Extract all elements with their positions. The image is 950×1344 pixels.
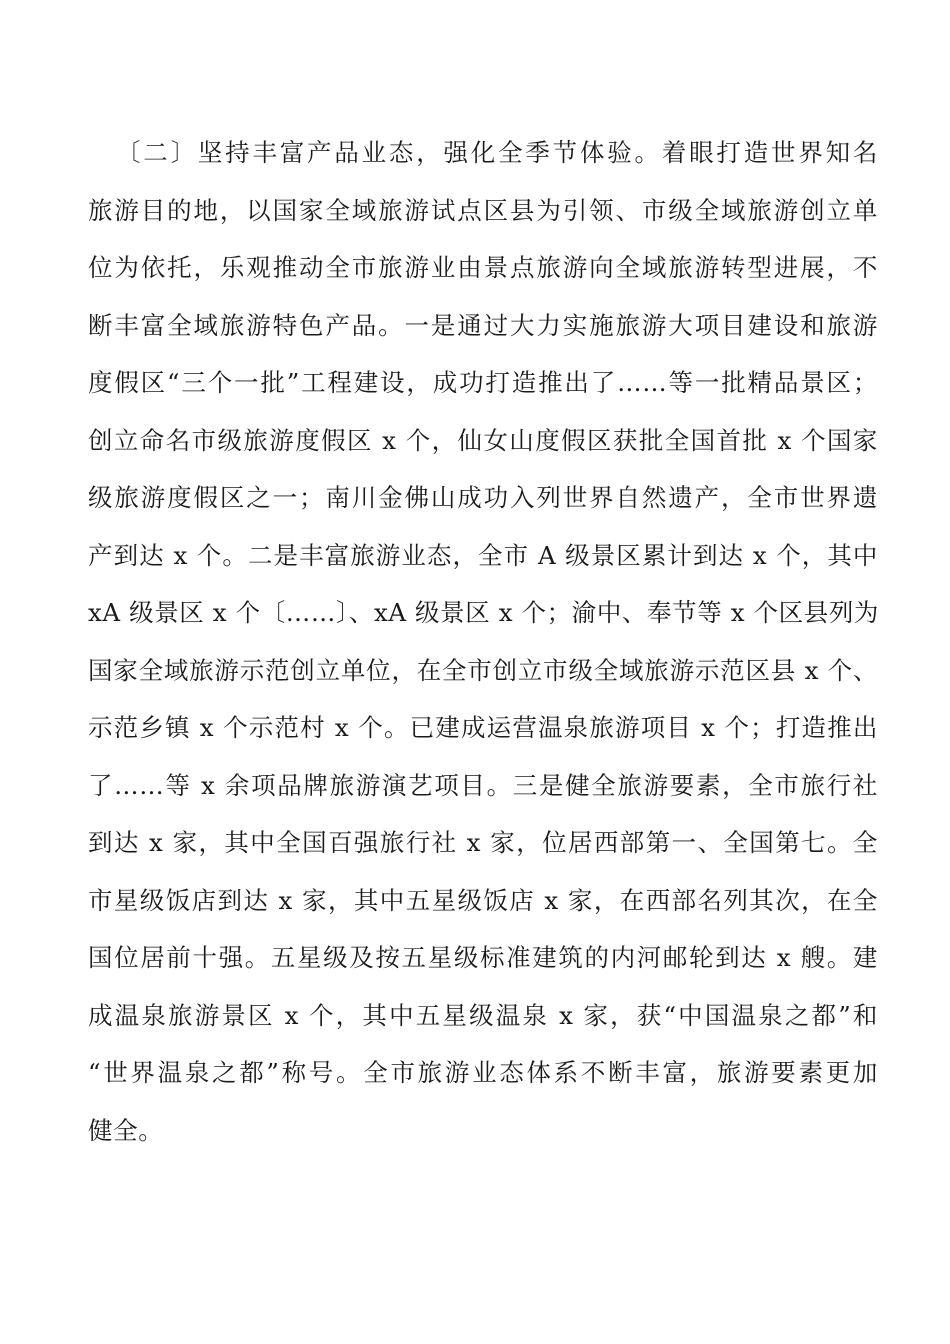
paragraph-line-6: 创立命名市级旅游度假区 x 个，仙女山度假区获批全国首批 x 个国家 bbox=[88, 425, 878, 455]
body-paragraph bbox=[88, 128, 878, 1163]
paragraph-line-17: “世界温泉之都”称号。全市旅游业态体系不断丰富，旅游要素更加 bbox=[88, 1058, 878, 1087]
paragraph-line-16: 成温泉旅游景区 x 个，其中五星级温泉 x 家，获“中国温泉之都”和 bbox=[88, 1000, 878, 1030]
paragraph-line-18: 健全。 bbox=[88, 1115, 164, 1145]
paragraph-line-14: 市星级饭店到达 x 家，其中五星级饭店 x 家，在西部名列其次，在全 bbox=[88, 885, 878, 915]
paragraph-line-10: 国家全域旅游示范创立单位，在全市创立市级全域旅游示范区县 x 个、 bbox=[88, 655, 878, 685]
paragraph-line-4: 断丰富全域旅游特色产品。一是通过大力实施旅游大项目建设和旅游 bbox=[88, 310, 878, 340]
paragraph-line-7: 级旅游度假区之一；南川金佛山成功入列世界自然遗产，全市世界遗 bbox=[88, 483, 878, 512]
paragraph-line-1: 〔二〕坚持丰富产品业态，强化全季节体验。着眼打造世界知名 bbox=[116, 138, 878, 167]
paragraph-line-15: 国位居前十强。五星级及按五星级标准建筑的内河邮轮到达 x 艘。建 bbox=[88, 943, 878, 972]
paragraph-line-13: 到达 x 家，其中全国百强旅行社 x 家，位居西部第一、全国第七。全 bbox=[88, 828, 878, 857]
paragraph-line-2: 旅游目的地，以国家全域旅游试点区县为引领、市级全域旅游创立单 bbox=[88, 195, 878, 225]
paragraph-line-11: 示范乡镇 x 个示范村 x 个。已建成运营温泉旅游项目 x 个；打造推出 bbox=[88, 713, 878, 742]
paragraph-line-5: 度假区“三个一批”工程建设，成功打造推出了……等一批精品景区； bbox=[88, 368, 878, 397]
paragraph-line-3: 位为依托，乐观推动全市旅游业由景点旅游向全域旅游转型进展，不 bbox=[88, 253, 878, 282]
paragraph-line-12: 了……等 x 余项品牌旅游演艺项目。三是健全旅游要素，全市旅行社 bbox=[88, 770, 878, 800]
paragraph-line-8: 产到达 x 个。二是丰富旅游业态，全市 A 级景区累计到达 x 个，其中 bbox=[88, 540, 878, 570]
paragraph-line-9: xA 级景区 x 个〔……〕、xA 级景区 x 个；渝中、奉节等 x 个区县列为 bbox=[88, 598, 880, 627]
